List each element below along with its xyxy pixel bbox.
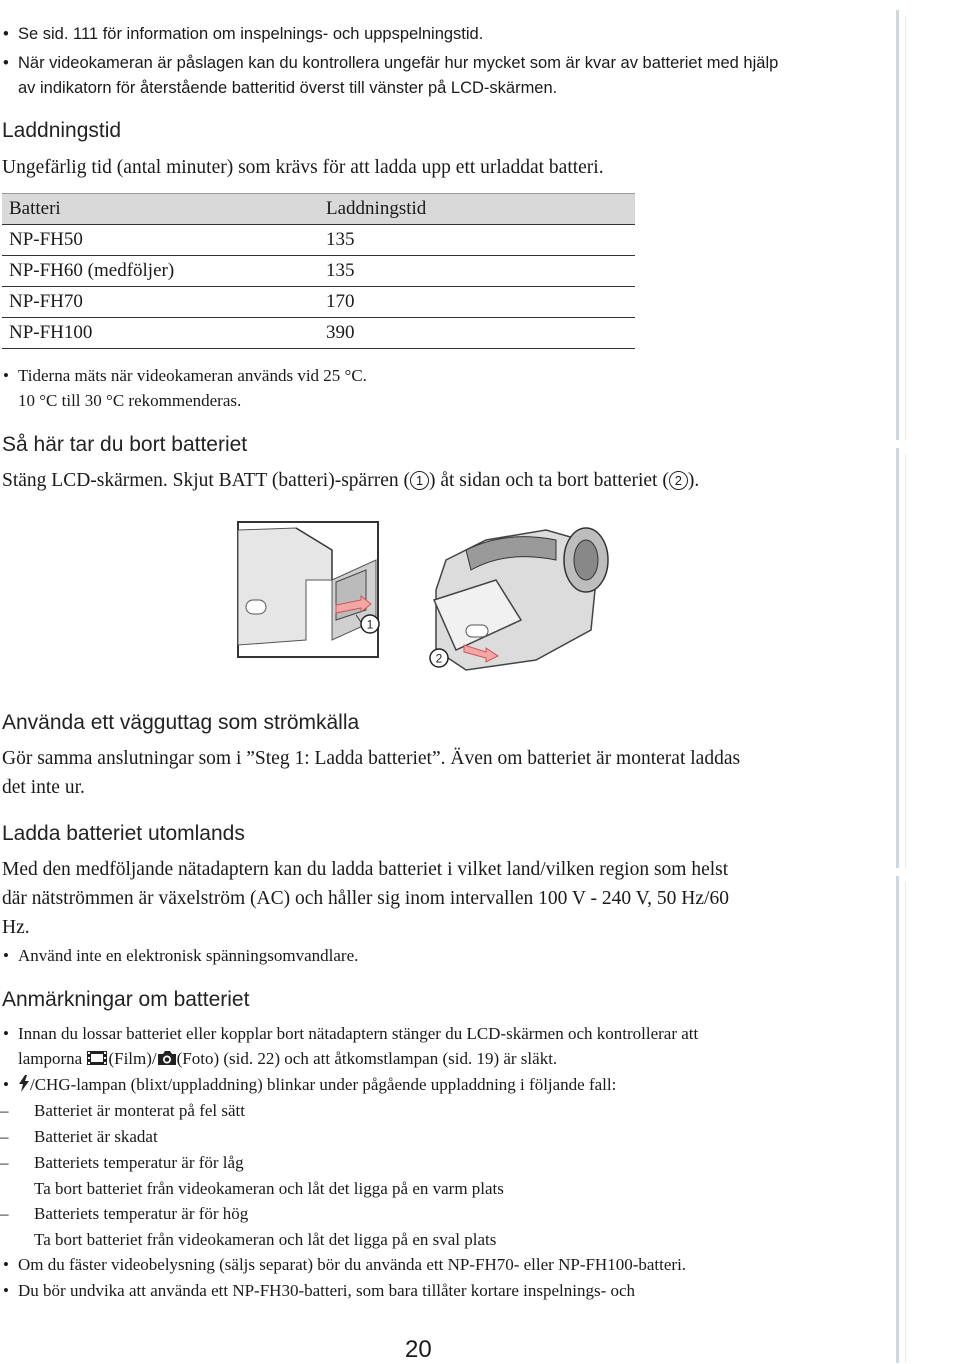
abroad-text-line1: Med den medföljande nätadaptern kan du ladda batteriet i vilket land/vilken region som helst [2, 859, 729, 880]
table-header-battery: Batteri [9, 198, 61, 219]
table-cell: 390 [326, 322, 355, 343]
wall-text-line2: det inte ur. [2, 777, 85, 798]
illustration-label-1: 1 [366, 617, 374, 632]
charge-table [2, 193, 635, 349]
side-tab-2 [896, 448, 960, 868]
table-cell: NP-FH50 [9, 229, 83, 250]
wall-text-line1: Gör samma anslutningar som i ”Steg 1: Ladda batteriet”. Även om batteriet är monterat laddas [2, 748, 741, 769]
abroad-text-line3: Hz. [2, 917, 30, 938]
charge-heading: Laddningstid [2, 119, 122, 142]
table-row [2, 256, 635, 287]
step-1-badge: 1 [410, 471, 429, 490]
film-icon [86, 1049, 108, 1065]
page-number: 20 [405, 1336, 432, 1363]
table-row [2, 318, 635, 349]
table-row [2, 287, 635, 318]
wall-heading: Använda ett vägguttag som strömkälla [2, 711, 360, 734]
abroad-heading: Ladda batteriet utomlands [2, 822, 245, 845]
remove-text: Stäng LCD-skärmen. Skjut BATT (batteri)-spärren ( 1 ) åt sidan och ta bort batteriet ( 2 ). [2, 470, 700, 491]
side-tab-3 [896, 876, 960, 1363]
camera-icon [157, 1049, 177, 1065]
notes-heading: Anmärkningar om batteriet [2, 988, 250, 1011]
table-cell: NP-FH70 [9, 291, 83, 312]
illustration-label-2: 2 [435, 651, 443, 666]
table-header-row [2, 193, 635, 225]
charge-text: Ungefärlig tid (antal minuter) som krävs för att ladda upp ett urladdat batteri. [2, 157, 604, 178]
table-row [2, 225, 635, 256]
table-cell: NP-FH100 [9, 322, 93, 343]
table-cell: 170 [326, 291, 355, 312]
table-cell: NP-FH60 (medföljer) [9, 260, 175, 281]
table-cell: 135 [326, 229, 355, 250]
remove-heading: Så här tar du bort batteriet [2, 433, 248, 456]
table-header-time: Laddningstid [326, 198, 427, 219]
step-2-badge: 2 [669, 471, 688, 490]
side-tab-1 [896, 10, 960, 440]
abroad-text-line2: där nätströmmen är växelström (AC) och håller sig inom intervallen 100 V - 240 V, 50 Hz/60 [2, 888, 729, 909]
table-cell: 135 [326, 260, 355, 281]
flash-icon [18, 1075, 30, 1092]
battery-removal-illustration [236, 520, 616, 695]
